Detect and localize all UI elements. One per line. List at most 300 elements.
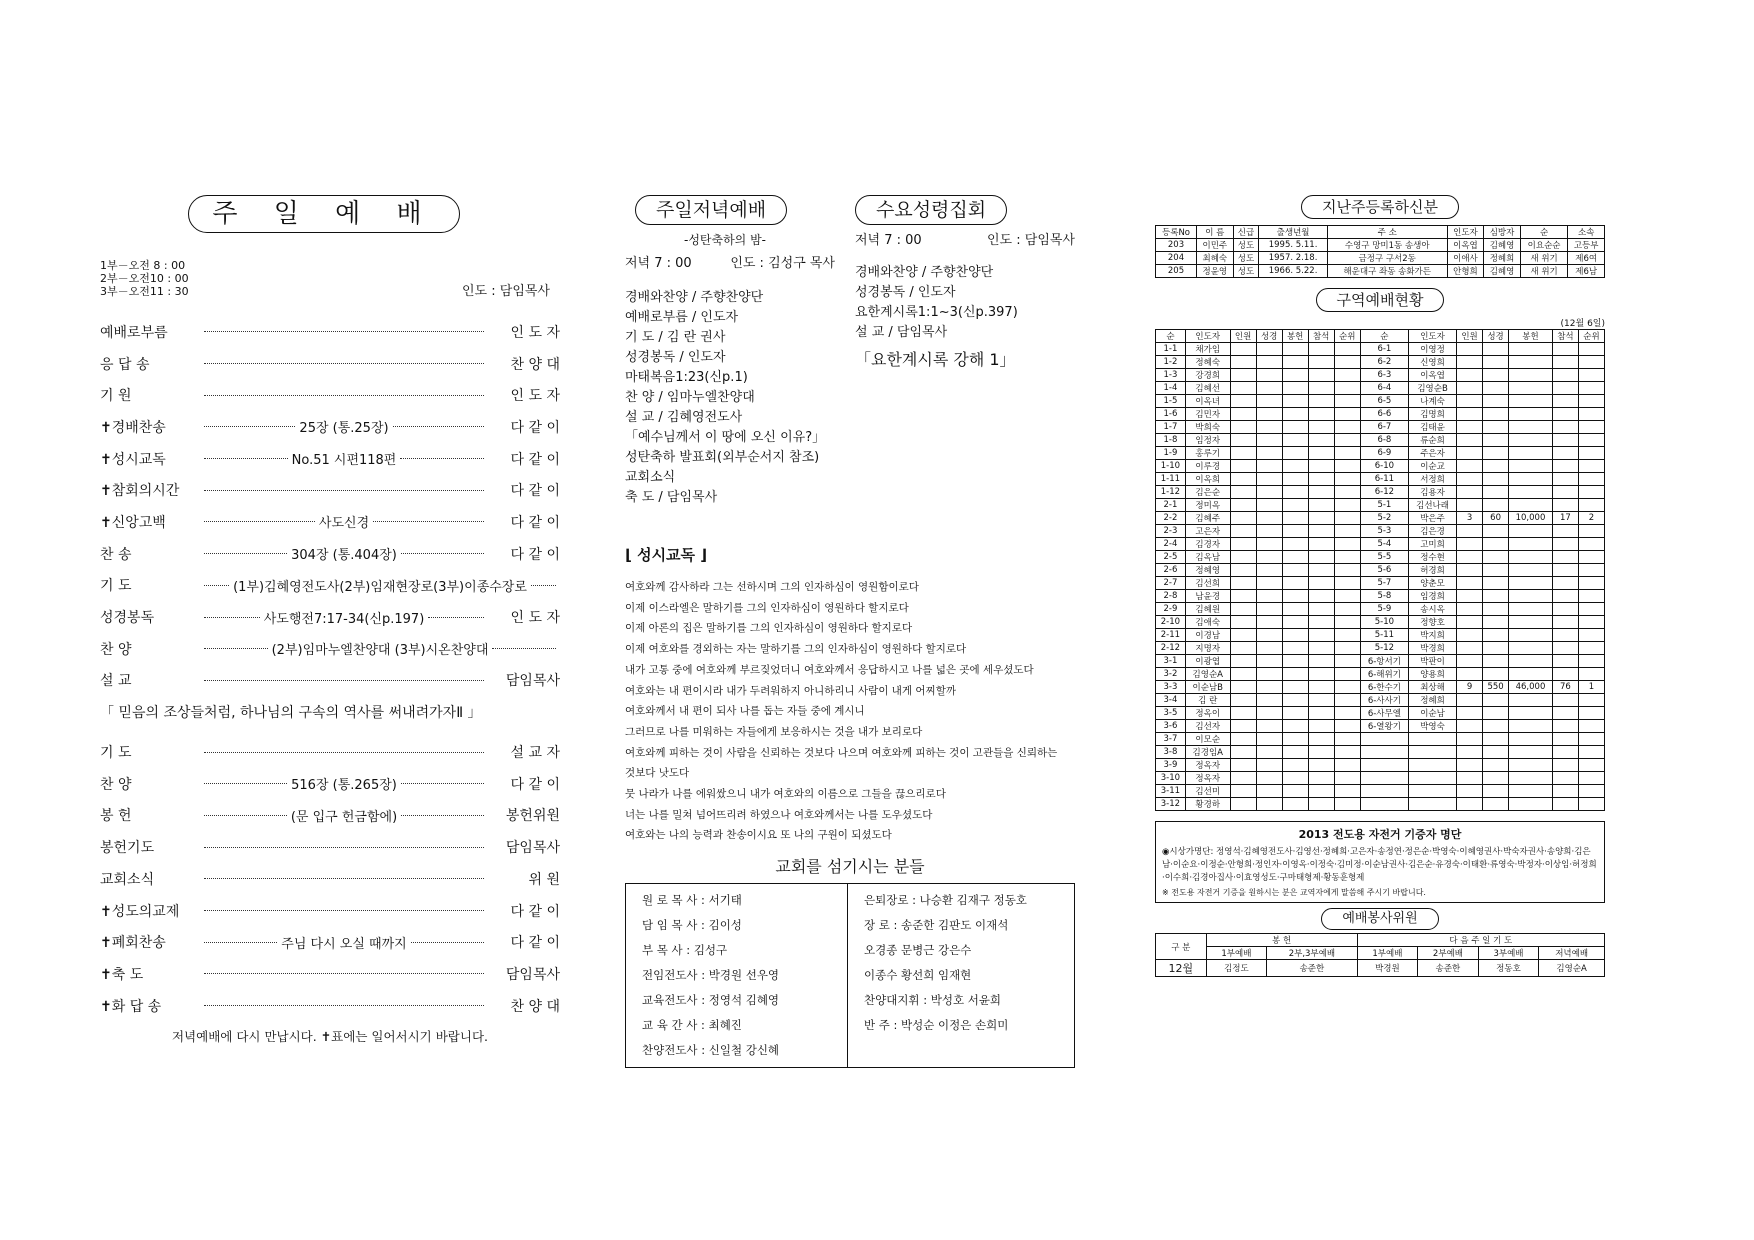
table-cell <box>1552 473 1578 486</box>
table-cell <box>1308 785 1334 798</box>
table-cell: 제6남 <box>1568 265 1605 278</box>
leader-dots <box>204 458 288 459</box>
reading-line: 그러므로 나를 미워하는 자들에게 보응하시는 것을 내가 보리로다 <box>625 725 923 738</box>
table-cell <box>1256 343 1282 356</box>
table-row <box>1156 499 1605 512</box>
table-cell <box>1457 629 1483 642</box>
table-cell <box>1552 525 1578 538</box>
evening-line: 예배로부름 / 인도자 <box>625 310 739 325</box>
table-row <box>1156 434 1605 447</box>
table-cell <box>1409 772 1457 785</box>
table-cell <box>1256 525 1282 538</box>
table-header-cell: 봉 헌 <box>1206 934 1357 947</box>
leader-dots <box>401 815 484 816</box>
wednesday-line: 성경봉독 / 인도자 <box>855 285 956 300</box>
table-header-cell: 순위 <box>1334 330 1360 343</box>
table-cell: 해운대구 좌동 송화가든 <box>1327 265 1447 278</box>
table-cell <box>1509 486 1553 499</box>
table-cell <box>1509 707 1553 720</box>
wednesday-line: 경배와찬양 / 주향찬양단 <box>855 265 994 280</box>
table-cell <box>1256 772 1282 785</box>
leader-dots <box>204 942 277 943</box>
table-cell <box>1256 590 1282 603</box>
order-item-content: 304장 (통.404장) <box>291 548 397 564</box>
table-cell <box>1230 473 1256 486</box>
table-cell <box>1282 746 1308 759</box>
table-cell <box>1483 499 1509 512</box>
order-item-person: 인 도 자 <box>510 388 560 405</box>
table-cell: 3-7 <box>1156 733 1186 746</box>
table-cell <box>1282 798 1308 811</box>
leader-dots <box>373 521 484 522</box>
table-cell: 남윤경 <box>1185 590 1230 603</box>
table-cell <box>1578 629 1604 642</box>
table-cell <box>1230 720 1256 733</box>
table-cell: 2-9 <box>1156 603 1186 616</box>
sermon-title: 「 믿음의 조상들처럼, 하나님의 구속의 역사를 써내려가자Ⅱ 」 <box>100 705 482 722</box>
servants-title: 교회를 섬기시는 분들 <box>775 857 925 877</box>
table-cell <box>1334 707 1360 720</box>
table-cell <box>1457 486 1483 499</box>
table-cell <box>1483 668 1509 681</box>
table-cell: 김혜원 <box>1185 603 1230 616</box>
table-cell <box>1256 564 1282 577</box>
table-cell <box>1483 785 1509 798</box>
table-cell <box>1308 603 1334 616</box>
table-row <box>1156 525 1605 538</box>
table-cell <box>1457 759 1483 772</box>
table-header-cell: 참석 <box>1552 330 1578 343</box>
table-header-cell: 순위 <box>1578 330 1604 343</box>
registration-table <box>1155 225 1605 278</box>
table-cell: 3-12 <box>1156 798 1186 811</box>
wednesday-service-block <box>855 195 1075 508</box>
table-cell <box>1230 460 1256 473</box>
table-cell <box>1230 629 1256 642</box>
table-cell <box>1578 395 1604 408</box>
table-cell: 김옥남 <box>1185 551 1230 564</box>
order-item-person: 인 도 자 <box>510 324 560 341</box>
table-cell: 이순교 <box>1409 460 1457 473</box>
table-cell <box>1334 668 1360 681</box>
reading-line: 여호와는 나의 능력과 찬송이시요 또 나의 구원이 되셨도다 <box>625 829 892 842</box>
table-cell <box>1230 655 1256 668</box>
table-cell <box>1256 447 1282 460</box>
table-cell: 2-3 <box>1156 525 1186 538</box>
table-header-cell: 구 분 <box>1156 934 1207 960</box>
table-cell <box>1282 369 1308 382</box>
table-row <box>1156 694 1605 707</box>
table-cell: 5-6 <box>1360 564 1408 577</box>
table-cell: 고등부 <box>1568 239 1605 252</box>
table-cell: 550 <box>1483 681 1509 694</box>
table-header-cell: 성경 <box>1256 330 1282 343</box>
table-cell <box>1308 460 1334 473</box>
table-cell <box>1552 460 1578 473</box>
table-row <box>1156 616 1605 629</box>
table-cell <box>1230 785 1256 798</box>
table-cell <box>1282 694 1308 707</box>
table-cell: 김선나래 <box>1409 499 1457 512</box>
table-cell <box>1578 733 1604 746</box>
table-cell <box>1282 603 1308 616</box>
table-cell <box>1509 564 1553 577</box>
table-cell <box>1409 733 1457 746</box>
table-cell <box>1457 694 1483 707</box>
leader-dots <box>204 878 484 879</box>
table-cell: 2-2 <box>1156 512 1186 525</box>
table-cell <box>1308 681 1334 694</box>
order-item-name: 교회소식 <box>100 871 155 888</box>
table-cell: 6-해위기 <box>1360 668 1408 681</box>
table-cell <box>1334 720 1360 733</box>
table-cell <box>1230 668 1256 681</box>
table-cell <box>1334 512 1360 525</box>
table-cell <box>1483 798 1509 811</box>
table-row <box>1156 681 1605 694</box>
order-item-content: 주님 다시 오실 때까지 <box>281 936 407 952</box>
table-cell: 5-5 <box>1360 551 1408 564</box>
table-cell: 김용자 <box>1409 486 1457 499</box>
table-cell <box>1360 733 1408 746</box>
table-cell <box>1282 551 1308 564</box>
leader-dots <box>204 973 484 974</box>
table-cell <box>1552 408 1578 421</box>
table-cell <box>1509 343 1553 356</box>
leader-dots <box>428 617 484 618</box>
table-cell <box>1552 590 1578 603</box>
table-header-cell: 봉헌 <box>1282 330 1308 343</box>
table-cell <box>1552 629 1578 642</box>
table-row <box>1156 473 1605 486</box>
order-item-person: 다 같 이 <box>510 514 561 531</box>
order-item-name: ✝경배찬송 <box>100 419 166 436</box>
table-header-cell: 등록No <box>1156 226 1197 239</box>
table-cell <box>1334 642 1360 655</box>
table-cell: 박희숙 <box>1185 421 1230 434</box>
donors-text: ◉시상가명단: 정영석·김혜영전도사·김영선·정혜희·고은자·송정연·정은순·박영숙·이혜영권사·박숙자권사·송양희·김은남·이순요·이정순·안형희·정인자·이영옥·이정숙·김미정·이순남권사·김은순·유경숙·이태환·류영숙·박정자·이상임·허정희·이수희·김경아집사·이효영성도·구마태형제·황동훈형제 <box>1162 847 1597 883</box>
table-cell <box>1256 785 1282 798</box>
leader-dots <box>204 553 287 554</box>
table-cell <box>1578 694 1604 707</box>
evening-time: 저녁 7 : 00 <box>625 256 692 271</box>
table-row <box>1156 538 1605 551</box>
table-cell <box>1308 564 1334 577</box>
table-cell <box>1457 798 1483 811</box>
table-cell <box>1457 785 1483 798</box>
table-cell: 3-5 <box>1156 707 1186 720</box>
evening-service-title: 주일저녁예배 <box>635 195 787 225</box>
table-cell <box>1282 668 1308 681</box>
table-cell <box>1308 759 1334 772</box>
table-cell <box>1334 525 1360 538</box>
table-cell <box>1282 512 1308 525</box>
table-cell <box>1483 343 1509 356</box>
order-item-name: 응 답 송 <box>100 356 150 373</box>
table-cell <box>1308 772 1334 785</box>
table-cell <box>1334 759 1360 772</box>
order-item-content: (문 입구 헌금함에) <box>290 809 398 825</box>
table-cell: 3-6 <box>1156 720 1186 733</box>
table-cell: 정동호 <box>1478 960 1539 977</box>
table-cell <box>1483 525 1509 538</box>
table-cell <box>1256 798 1282 811</box>
table-cell <box>1552 343 1578 356</box>
table-cell <box>1256 356 1282 369</box>
table-cell: 고미희 <box>1409 538 1457 551</box>
table-row <box>1156 252 1605 265</box>
table-cell <box>1552 382 1578 395</box>
table-cell <box>1552 798 1578 811</box>
table-cell <box>1282 434 1308 447</box>
table-cell <box>1457 720 1483 733</box>
table-cell <box>1457 590 1483 603</box>
table-cell: 양춘모 <box>1409 577 1457 590</box>
table-cell: 이경남 <box>1185 629 1230 642</box>
table-cell <box>1282 577 1308 590</box>
table-cell: 김혜선 <box>1185 382 1230 395</box>
table-cell <box>1578 356 1604 369</box>
servant-line: 이종수 황선희 임재현 <box>864 968 972 983</box>
table-cell <box>1578 499 1604 512</box>
table-cell: 6-4 <box>1360 382 1408 395</box>
table-header-row <box>1156 330 1605 343</box>
table-cell: 정옥자 <box>1185 759 1230 772</box>
wednesday-service-title: 수요성령집회 <box>855 195 1007 225</box>
table-cell: 박경희 <box>1409 642 1457 655</box>
table-cell <box>1509 720 1553 733</box>
table-cell <box>1230 343 1256 356</box>
table-cell <box>1256 473 1282 486</box>
order-item-person: 찬 양 대 <box>510 356 560 373</box>
table-row <box>1156 785 1605 798</box>
table-cell <box>1308 395 1334 408</box>
table-cell <box>1256 655 1282 668</box>
order-row <box>100 990 560 1022</box>
table-cell <box>1230 369 1256 382</box>
table-cell: 5-1 <box>1360 499 1408 512</box>
table-cell <box>1282 655 1308 668</box>
table-cell: 이루경 <box>1185 460 1230 473</box>
table-cell <box>1230 525 1256 538</box>
table-cell: 서정희 <box>1409 473 1457 486</box>
table-cell: 정옥이 <box>1185 707 1230 720</box>
table-row <box>1156 655 1605 668</box>
table-cell: 김선희 <box>1185 577 1230 590</box>
servant-line: 찬양대지휘 : 박성호 서윤희 <box>864 993 1002 1008</box>
donors-note: ※ 전도용 자전거 기증을 원하시는 분은 교역자에게 말씀해 주시기 바랍니다. <box>1162 888 1426 897</box>
table-cell <box>1578 707 1604 720</box>
table-cell <box>1308 642 1334 655</box>
table-cell <box>1256 460 1282 473</box>
table-cell <box>1483 590 1509 603</box>
table-cell <box>1334 746 1360 759</box>
table-cell <box>1230 382 1256 395</box>
leader-dots <box>204 847 484 848</box>
table-header-cell: 1부예배 <box>1357 947 1418 960</box>
order-item-content: 사도신경 <box>318 516 370 532</box>
leader-dots <box>204 752 484 753</box>
table-cell <box>1483 473 1509 486</box>
table-cell: 금정구 구서2동 <box>1327 252 1447 265</box>
table-cell: 3-4 <box>1156 694 1186 707</box>
order-row <box>100 895 560 927</box>
table-header-cell: 다 음 주 일 기 도 <box>1357 934 1604 947</box>
table-cell: 6-열왕기 <box>1360 720 1408 733</box>
table-cell <box>1230 486 1256 499</box>
table-cell: 이옥엽 <box>1447 239 1484 252</box>
table-cell: 6-6 <box>1360 408 1408 421</box>
table-cell: 박은주 <box>1409 512 1457 525</box>
table-cell <box>1282 473 1308 486</box>
table-cell <box>1230 408 1256 421</box>
table-cell <box>1457 707 1483 720</box>
leader-dots <box>204 521 315 522</box>
table-cell <box>1509 382 1553 395</box>
table-cell: 1-3 <box>1156 369 1186 382</box>
table-cell <box>1509 577 1553 590</box>
table-cell: 1-6 <box>1156 408 1186 421</box>
table-cell <box>1308 499 1334 512</box>
table-cell <box>1552 746 1578 759</box>
table-cell <box>1483 720 1509 733</box>
table-cell: 1-8 <box>1156 434 1186 447</box>
table-cell <box>1282 564 1308 577</box>
order-item-name: ✝성도의교제 <box>100 903 180 920</box>
sunday-service-column <box>100 195 560 1045</box>
table-cell <box>1256 694 1282 707</box>
table-cell <box>1552 421 1578 434</box>
table-cell <box>1578 785 1604 798</box>
evening-line: 마태복음1:23(신p.1) <box>625 370 748 385</box>
table-header-cell: 인도자 <box>1447 226 1484 239</box>
table-cell <box>1457 499 1483 512</box>
table-cell <box>1282 785 1308 798</box>
table-cell <box>1578 369 1604 382</box>
table-cell: 3-9 <box>1156 759 1186 772</box>
order-row <box>100 958 560 990</box>
leader-dots <box>204 363 484 364</box>
table-cell: 김영순A <box>1539 960 1605 977</box>
servants-right <box>848 884 1074 1067</box>
table-cell <box>1578 590 1604 603</box>
table-cell: 채가임 <box>1185 343 1230 356</box>
leader-dots <box>401 553 484 554</box>
table-cell: 안형희 <box>1447 265 1484 278</box>
table-header-cell: 2부예배 <box>1418 947 1479 960</box>
leader-dots <box>204 680 484 681</box>
table-cell <box>1282 343 1308 356</box>
table-cell <box>1334 343 1360 356</box>
table-cell <box>1230 590 1256 603</box>
table-header-cell: 신급 <box>1233 226 1259 239</box>
table-cell <box>1552 395 1578 408</box>
table-row <box>1156 408 1605 421</box>
table-cell: 17 <box>1552 512 1578 525</box>
table-cell <box>1282 538 1308 551</box>
table-cell: 이광엽 <box>1185 655 1230 668</box>
table-cell <box>1457 746 1483 759</box>
table-cell <box>1483 642 1509 655</box>
order-item-name: 찬 양 <box>100 641 132 658</box>
table-cell: 정혜숙 <box>1185 356 1230 369</box>
evening-line: 찬 양 / 임마누엘찬양대 <box>625 390 755 405</box>
reading-line: 여호와께 피하는 것이 사람을 신뢰하는 것보다 나으며 여호와께 피하는 것이 고관들을 신뢰하는 <box>625 746 1058 759</box>
order-item-name: 성경봉독 <box>100 610 155 627</box>
leader-dots <box>204 331 484 332</box>
table-cell <box>1256 421 1282 434</box>
table-cell <box>1483 460 1509 473</box>
table-cell <box>1457 460 1483 473</box>
order-row <box>100 768 560 800</box>
footnote: 저녁예배에 다시 만납시다. ✝표에는 일어서시기 바랍니다. <box>171 1029 488 1045</box>
table-cell: 이요순순 <box>1520 239 1567 252</box>
district-date: (12월 6일) <box>1560 319 1605 329</box>
table-cell: 60 <box>1483 512 1509 525</box>
table-header-cell: 인도자 <box>1409 330 1457 343</box>
table-cell: 박판이 <box>1409 655 1457 668</box>
table-cell: 2-7 <box>1156 577 1186 590</box>
table-cell: 김선자 <box>1185 720 1230 733</box>
responsive-reading <box>625 577 1075 846</box>
worship-servers-title: 예배봉사위원 <box>1321 908 1438 930</box>
table-cell: 이영정 <box>1409 343 1457 356</box>
table-cell <box>1457 564 1483 577</box>
table-cell: 최혜숙 <box>1197 252 1234 265</box>
table-cell <box>1282 733 1308 746</box>
table-cell <box>1360 746 1408 759</box>
table-cell <box>1509 525 1553 538</box>
table-header-cell: 2부,3부예배 <box>1267 947 1357 960</box>
table-cell: 76 <box>1552 681 1578 694</box>
order-item-name: 설 교 <box>100 673 132 690</box>
table-cell <box>1457 447 1483 460</box>
table-cell: 3-3 <box>1156 681 1186 694</box>
order-row <box>100 379 560 411</box>
table-cell <box>1409 759 1457 772</box>
table-header-cell: 인도자 <box>1185 330 1230 343</box>
table-cell <box>1282 486 1308 499</box>
order-item-name: 봉 헌 <box>100 808 132 825</box>
table-cell <box>1552 551 1578 564</box>
table-cell: 1-5 <box>1156 395 1186 408</box>
table-cell <box>1552 356 1578 369</box>
table-cell: 류순희 <box>1409 434 1457 447</box>
table-cell: 2-5 <box>1156 551 1186 564</box>
table-cell <box>1334 616 1360 629</box>
table-cell <box>1457 369 1483 382</box>
table-cell <box>1334 785 1360 798</box>
table-cell: 정혜희 <box>1409 694 1457 707</box>
table-cell <box>1230 434 1256 447</box>
leader-dots <box>401 783 484 784</box>
order-item-person: 담임목사 <box>505 673 560 690</box>
table-cell: 2-8 <box>1156 590 1186 603</box>
table-cell <box>1552 434 1578 447</box>
table-cell <box>1230 499 1256 512</box>
table-cell <box>1483 538 1509 551</box>
table-cell <box>1552 655 1578 668</box>
table-cell <box>1578 460 1604 473</box>
order-item-name: 찬 양 <box>100 776 132 793</box>
table-header-cell: 참석 <box>1308 330 1334 343</box>
table-cell <box>1256 395 1282 408</box>
table-cell <box>1483 408 1509 421</box>
table-cell <box>1509 759 1553 772</box>
table-cell <box>1334 473 1360 486</box>
table-cell <box>1282 772 1308 785</box>
table-cell <box>1578 473 1604 486</box>
